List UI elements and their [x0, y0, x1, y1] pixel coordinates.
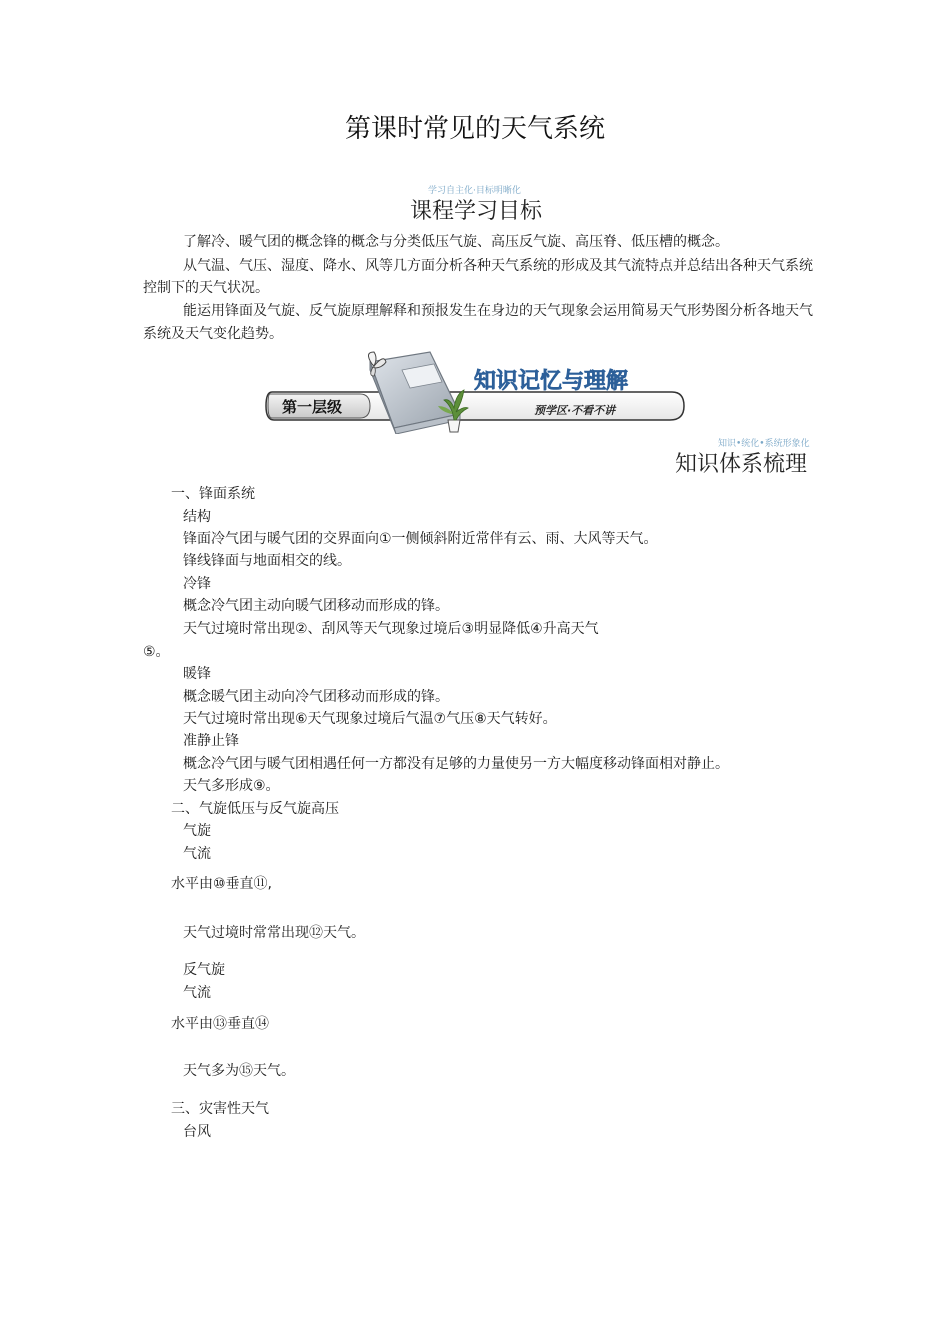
- outline-item: 天气过境时常出现⑥天气现象过境后气温⑦气压⑧天气转好。: [183, 711, 557, 727]
- outline-heading-3: 三、灾害性天气: [171, 1101, 269, 1117]
- objective-line-3: 控制下的天气状况。: [143, 280, 269, 296]
- outline-item: 天气多形成⑨。: [183, 778, 280, 794]
- objective-line-2: 从气温、气压、湿度、降水、风等几方面分析各种天气系统的形成及其气流特点并总结出各种天气系统: [183, 258, 813, 274]
- banner-graphic: [262, 344, 687, 434]
- objective-line-5: 系统及天气变化趋势。: [143, 326, 283, 342]
- outline-item: 天气过境时常出现②、刮风等天气现象过境后③明显降低④升高天气: [183, 621, 599, 637]
- outline-item: 结构: [183, 509, 211, 525]
- outline-heading-1: 一、锋面系统: [171, 486, 255, 502]
- outline-item: 准静止锋: [183, 733, 239, 749]
- outline-item: 水平由⑬垂直⑭: [171, 1016, 269, 1032]
- outline-item: 天气过境时常常出现⑫天气。: [183, 925, 365, 941]
- outline-item: 锋线锋面与地面相交的线。: [183, 553, 351, 569]
- outline-item: 概念冷气团与暖气团相遇任何一方都没有足够的力量使另一方大幅度移动锋面相对静止。: [183, 756, 729, 772]
- outline-item: 暖锋: [183, 666, 211, 682]
- level-banner: [262, 344, 687, 434]
- outline-item: 气旋: [183, 823, 211, 839]
- outline-item: 概念暖气团主动向冷气团移动而形成的锋。: [183, 689, 449, 705]
- outline-item: ⑤。: [143, 644, 170, 660]
- outline-heading-2: 二、气旋低压与反气旋高压: [171, 801, 339, 817]
- outline-item: 气流: [183, 985, 211, 1001]
- outline-item: 冷锋: [183, 576, 211, 592]
- objectives-heading: 课程学习目标: [410, 199, 543, 224]
- outline-item: 概念冷气团主动向暖气团移动而形成的锋。: [183, 598, 449, 614]
- outline-item: 天气多为⑮天气。: [183, 1063, 295, 1079]
- banner-sub-text: 预学区·不看不讲: [534, 404, 616, 417]
- page-title: 第课时常见的天气系统: [344, 114, 605, 144]
- outline-item: 锋面冷气团与暖气团的交界面向①一侧倾斜附近常伴有云、雨、大风等天气。: [183, 531, 658, 547]
- objective-line-1: 了解冷、暖气团的概念锋的概念与分类低压气旋、高压反气旋、高压脊、低压槽的概念。: [183, 234, 729, 250]
- objective-line-4: 能运用锋面及气旋、反气旋原理解释和预报发生在身边的天气现象会运用简易天气形势图分析各地天气: [183, 303, 813, 319]
- outline-item: 水平由⑩垂直⑪,: [171, 876, 273, 892]
- knowledge-heading: 知识体系梳理: [675, 452, 808, 477]
- objectives-tag: 学习自主化·目标明晰化: [428, 186, 521, 196]
- outline-item: 反气旋: [183, 962, 225, 978]
- knowledge-tag: 知识•统化•系统形象化: [718, 439, 810, 449]
- outline-item: 台风: [183, 1124, 211, 1140]
- banner-level-text: 第一层级: [282, 398, 343, 416]
- banner-main-text: 知识记忆与理解: [474, 369, 629, 394]
- outline-item: 气流: [183, 846, 211, 862]
